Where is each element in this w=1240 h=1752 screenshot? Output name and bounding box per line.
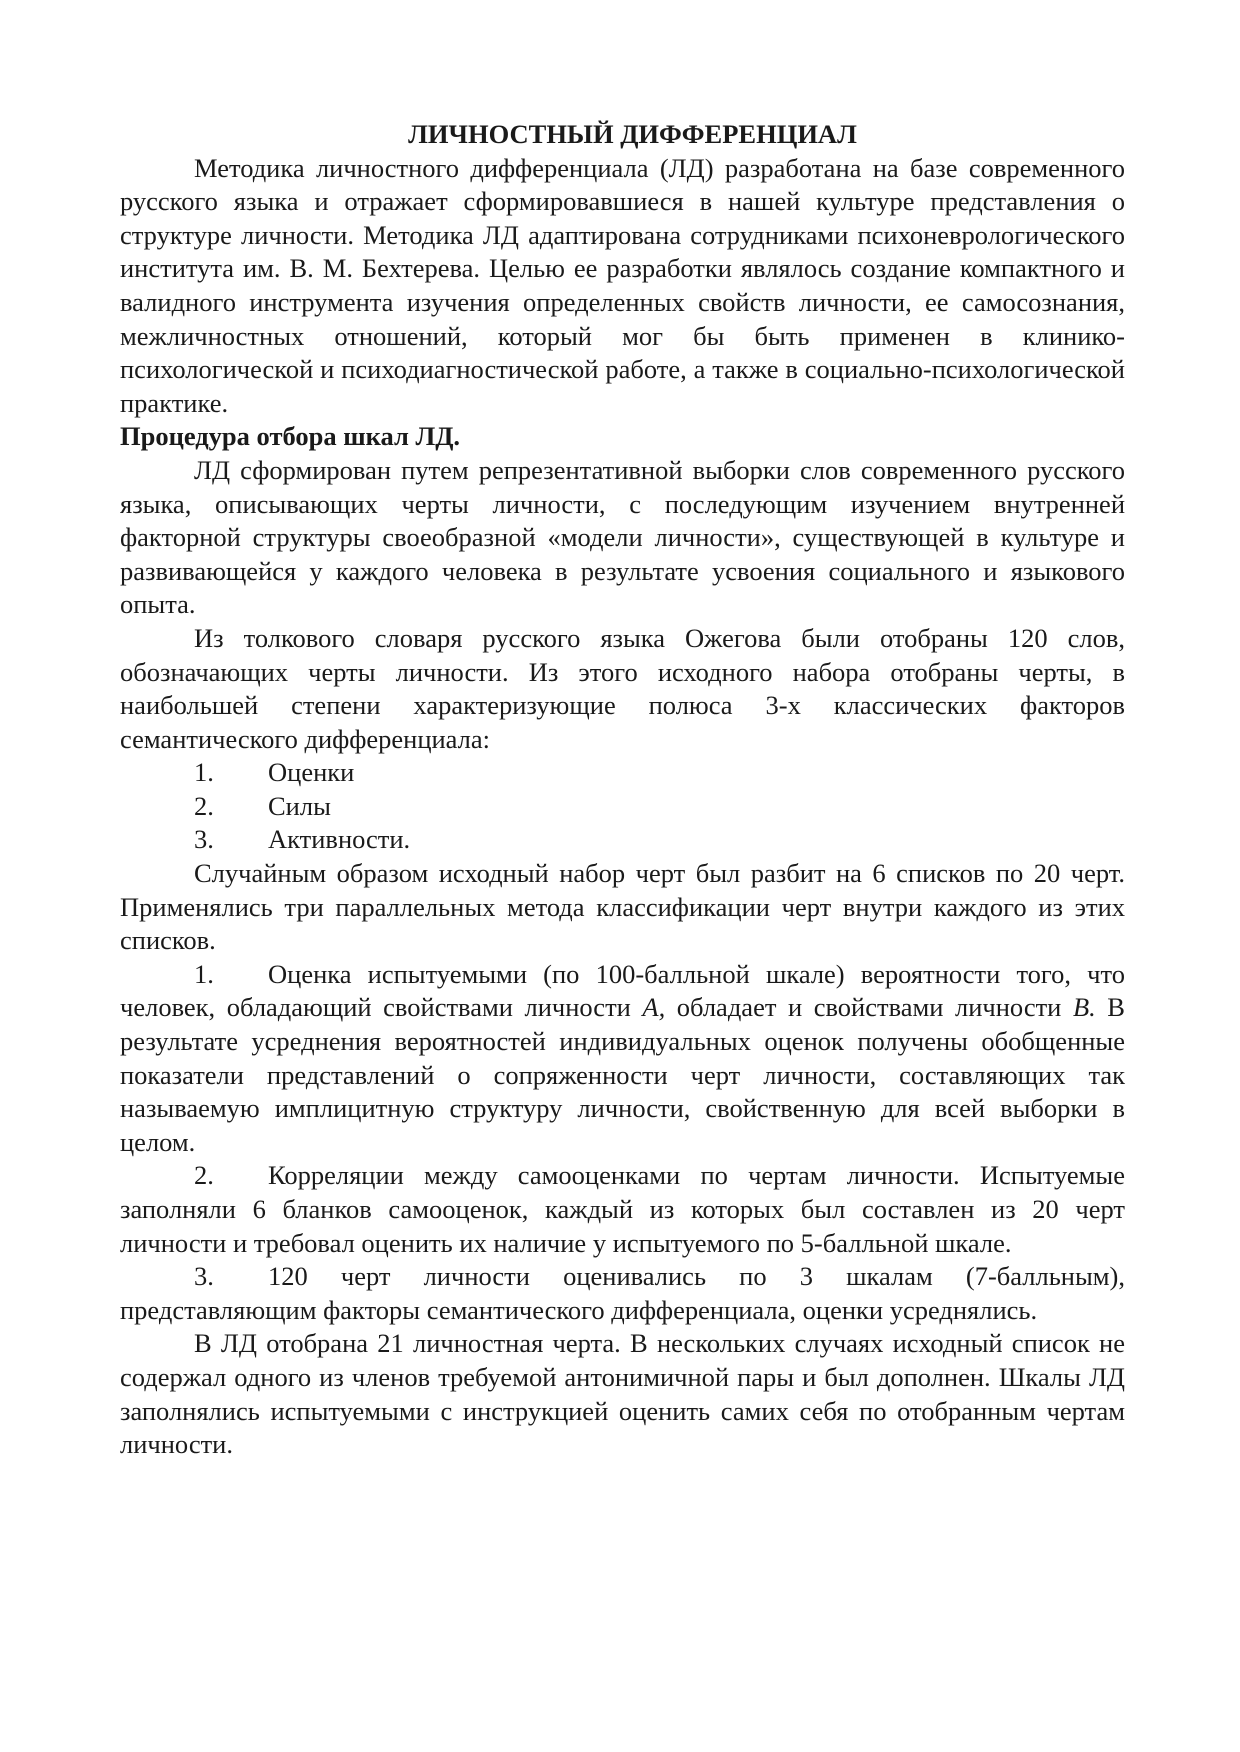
method-2-number: 2.	[194, 1160, 214, 1191]
document-page	[120, 118, 1125, 1462]
paragraph-2: Из толкового словаря русского языка Ожегова были отобраны 120 слов, обозначающих черты личности. Из этого исходного набора отобраны черты, в наибольшей степени характеризующие полюса 3-х классических факторов семантического дифференциала:	[120, 622, 1125, 754]
factor-item	[120, 756, 1125, 790]
method-2-text: Корреляции между самооценками по чертам личности. Испытуемые заполняли 6 бланков самооценок, каждый из которых был составлен из 20 черт личности и требовал оценить их наличие у испытуемого по 5-балльной шкале.	[120, 1160, 1125, 1258]
method-1-number: 1.	[194, 958, 214, 989]
factor-number: 3.	[194, 824, 214, 855]
factor-item	[120, 823, 1125, 857]
method-2-paragraph	[120, 1159, 1125, 1260]
method-1-italic-a: А,	[642, 992, 666, 1023]
factor-label: Активности.	[268, 824, 411, 855]
factor-label: Силы	[268, 790, 331, 821]
paragraph-3: Случайным образом исходный набор черт был разбит на 6 списков по 20 черт. Применялись три параллельных метода классификации черт внутри каждого из этих списков.	[120, 858, 1125, 956]
factor-label: Оценки	[268, 757, 355, 788]
method-1-italic-b: В.	[1072, 992, 1096, 1023]
method-3-number: 3.	[194, 1261, 214, 1292]
factor-number: 2.	[194, 790, 214, 821]
method-1-text-c: В результате усреднения вероятностей индивидуальных оценок получены обобщенные показатели представлений о сопряженности черт личности, составляющих так называемую имплицитную структуру личности, свойственную для всей выборки в целом.	[120, 992, 1125, 1157]
method-1-paragraph	[120, 958, 1125, 1160]
method-3-text: 120 черт личности оценивались по 3 шкалам (7-балльным), представляющим факторы семантического дифференциала, оценки усреднялись.	[120, 1261, 1125, 1325]
factor-item	[120, 790, 1125, 824]
section-heading: Процедура отбора шкал ЛД.	[120, 421, 461, 452]
paragraph-4: В ЛД отобрана 21 личностная черта. В нескольких случаях исходный список не содержал одного из членов требуемой антонимичной пары и был дополнен. Шкалы ЛД заполнялись испытуемыми с инструкцией оценить самих себя по отобранным чертам личности.	[120, 1328, 1125, 1460]
method-1-text-b: обладает и свойствами личности	[665, 992, 1073, 1023]
method-1-text-a: Оценка испытуемыми (по 100-балльной шкале) вероятности того, что человек, обладающий свойствами личности	[120, 958, 1125, 1023]
paragraph-1: ЛД сформирован путем репрезентативной выборки слов современного русского языка, описывающих черты личности, с последующим изучением внутренней факторной структуры своеобразной «модели личности», существующей в культуре и развивающейся у каждого человека в результате усвоения социального и языкового опыта.	[120, 454, 1125, 620]
document-title: ЛИЧНОСТНЫЙ ДИФФЕРЕНЦИАЛ	[408, 119, 857, 149]
intro-paragraph: Методика личностного дифференциала (ЛД) разработана на базе современного русского языка и отражает сформировавшиеся в нашей культуре представления о структуре личности. Методика ЛД адаптирована сотрудниками психоневрологического института им. В. М. Бехтерева. Целью ее разработки являлось создание компактного и валидного инструмента изучения определенных свойств личности, ее самосознания, межличностных отношений, который мог бы быть применен в клинико-психологической и психодиагностической работе, а также в социально-психологической практике.	[120, 152, 1125, 418]
factor-number: 1.	[194, 757, 214, 788]
method-3-paragraph	[120, 1260, 1125, 1327]
